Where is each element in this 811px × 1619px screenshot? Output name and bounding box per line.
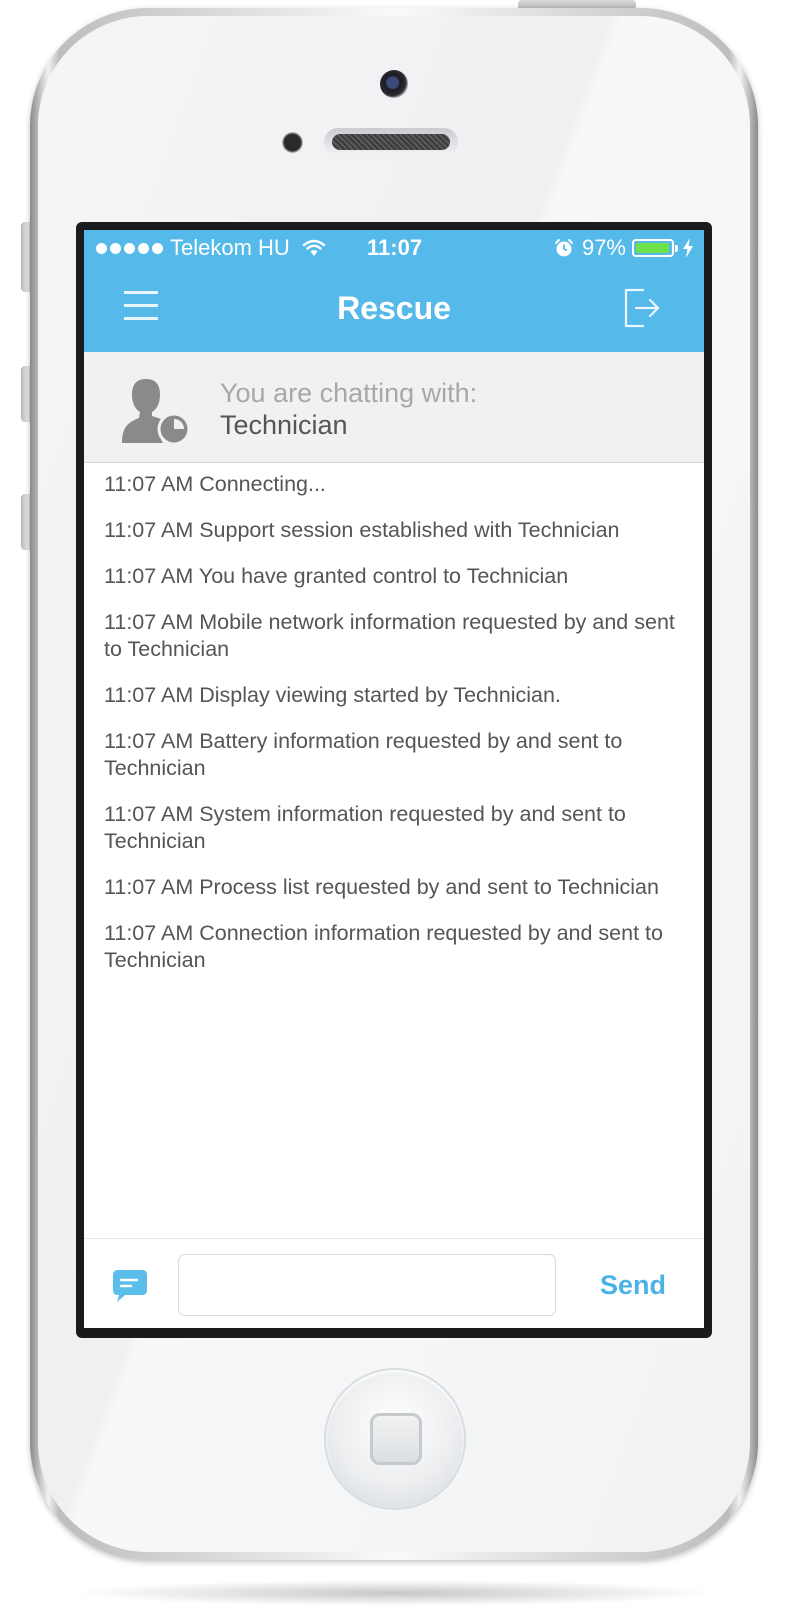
app-header (84, 230, 704, 352)
list-item: 11:07 AM Support session established with Technician (104, 518, 620, 542)
status-bar-left (96, 235, 326, 261)
technician-name: Technician (220, 410, 348, 440)
page-title: Rescue (337, 290, 451, 326)
battery-icon (632, 239, 674, 257)
list-item: 11:07 AM Display viewing started by Technician. (104, 683, 561, 707)
technician-avatar-icon (120, 377, 190, 445)
list-item: 11:07 AM You have granted control to Technician (104, 564, 569, 588)
home-button[interactable] (326, 1370, 464, 1508)
status-time: 11:07 (367, 235, 423, 260)
proximity-sensor (282, 132, 303, 153)
carrier-name: Telekom HU (170, 235, 290, 260)
wifi-icon (302, 239, 326, 257)
nav-bar (84, 266, 704, 352)
battery-level-fill (636, 243, 669, 253)
chatting-with-label: You are chatting with: (220, 378, 478, 408)
front-camera (380, 70, 408, 98)
battery-percent: 97% (581, 235, 626, 260)
chat-partner-panel (84, 352, 704, 463)
list-item: 11:07 AM System information requested by and sent to Technician (104, 802, 626, 853)
message-composer (84, 1238, 704, 1328)
earpiece-speaker (324, 128, 458, 156)
send-button[interactable]: Send (584, 1267, 694, 1303)
list-item: 11:07 AM Connecting... (104, 472, 326, 496)
chat-bubble-icon[interactable] (112, 1269, 148, 1303)
message-list[interactable] (84, 463, 704, 1237)
exit-icon[interactable] (624, 288, 662, 328)
alarm-icon (554, 238, 574, 258)
home-button-square-icon (370, 1413, 422, 1465)
phone-shadow (70, 1580, 720, 1606)
list-item: 11:07 AM Mobile network information requested by and sent to Technician (104, 610, 675, 661)
signal-dots-icon (96, 243, 163, 254)
message-input[interactable] (178, 1254, 556, 1316)
list-item: 11:07 AM Connection information requested by and sent to Technician (104, 921, 663, 972)
charging-bolt-icon (682, 238, 694, 258)
status-bar (84, 230, 704, 266)
app-screen (84, 230, 704, 1328)
list-item: 11:07 AM Battery information requested by and sent to Technician (104, 729, 623, 780)
status-bar-right (554, 235, 694, 261)
list-item: 11:07 AM Process list requested by and sent to Technician (104, 875, 659, 899)
